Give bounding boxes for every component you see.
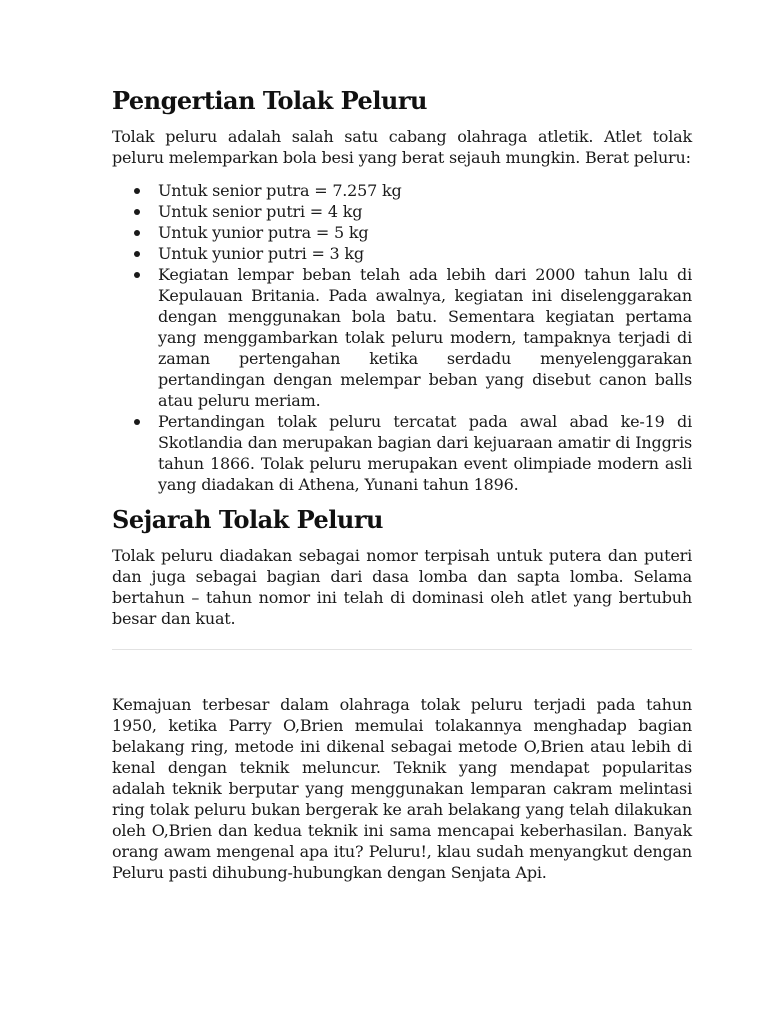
list-item-text: Untuk yunior putra = 5 kg [158, 223, 369, 242]
section-heading-sejarah: Sejarah Tolak Peluru [112, 505, 383, 534]
bullet-list [112, 180, 692, 495]
kemajuan-paragraph: Kemajuan terbesar dalam olahraga tolak peluru terjadi pada tahun 1950, ketika Parry O,Brien memulai tolakannya menghadap bagian belakang ring, metode ini dikenal sebagai metode O,Brien atau lebih di kenal dengan teknik meluncur. Teknik yang mendapat popularitas adalah teknik berputar yang menggunakan lemparan cakram melintasi ring tolak peluru bukan bergerak ke arah belakang yang telah dilakukan oleh O,Brien dan kedua teknik ini sama mencapai keberhasilan. Banyak orang awam mengenal apa itu? Peluru!, klau sudah menyangkut dengan Peluru pasti dihubung-hubungkan dengan Senjata Api. [112, 695, 692, 882]
list-item-text: Untuk senior putra = 7.257 kg [158, 181, 402, 200]
bullet-icon [134, 272, 140, 278]
list-item [112, 180, 692, 201]
list-item [112, 222, 692, 243]
list-item-text: Kegiatan lempar beban telah ada lebih dari 2000 tahun lalu di Kepulauan Britania. Pada awalnya, kegiatan ini diselenggarakan dengan menggunakan bola batu. Sementara kegiatan pertama yang menggambarkan tolak peluru modern, tampaknya terjadi di zaman pertengahan ketika serdadu menyelenggarakan pertandingan dengan melempar beban yang disebut canon balls atau peluru meriam. [158, 265, 692, 410]
list-item [112, 411, 692, 495]
list-item-text: Untuk senior putri = 4 kg [158, 202, 363, 221]
list-item [112, 243, 692, 264]
document-content [112, 84, 692, 883]
bullet-icon [134, 209, 140, 215]
bullet-icon [134, 230, 140, 236]
list-item-text: Untuk yunior putri = 3 kg [158, 244, 364, 263]
list-item [112, 201, 692, 222]
intro-paragraph: Tolak peluru adalah salah satu cabang olahraga atletik. Atlet tolak peluru melemparkan bola besi yang berat sejauh mungkin. Berat peluru: [112, 127, 692, 167]
sejarah-paragraph: Tolak peluru diadakan sebagai nomor terpisah untuk putera dan puteri dan juga sebagai bagian dari dasa lomba dan sapta lomba. Selama bertahun – tahun nomor ini telah di dominasi oleh atlet yang bertubuh besar dan kuat. [112, 546, 692, 628]
list-item-text: Pertandingan tolak peluru tercatat pada awal abad ke-19 di Skotlandia dan merupakan bagian dari kejuaraan amatir di Inggris tahun 1866. Tolak peluru merupakan event olimpiade modern asli yang diadakan di Athena, Yunani tahun 1896. [158, 412, 692, 494]
bullet-icon [134, 188, 140, 194]
section-divider [112, 649, 692, 650]
section-heading-pengertian: Pengertian Tolak Peluru [112, 86, 427, 115]
list-item [112, 264, 692, 411]
bullet-icon [134, 419, 140, 425]
bullet-icon [134, 251, 140, 257]
